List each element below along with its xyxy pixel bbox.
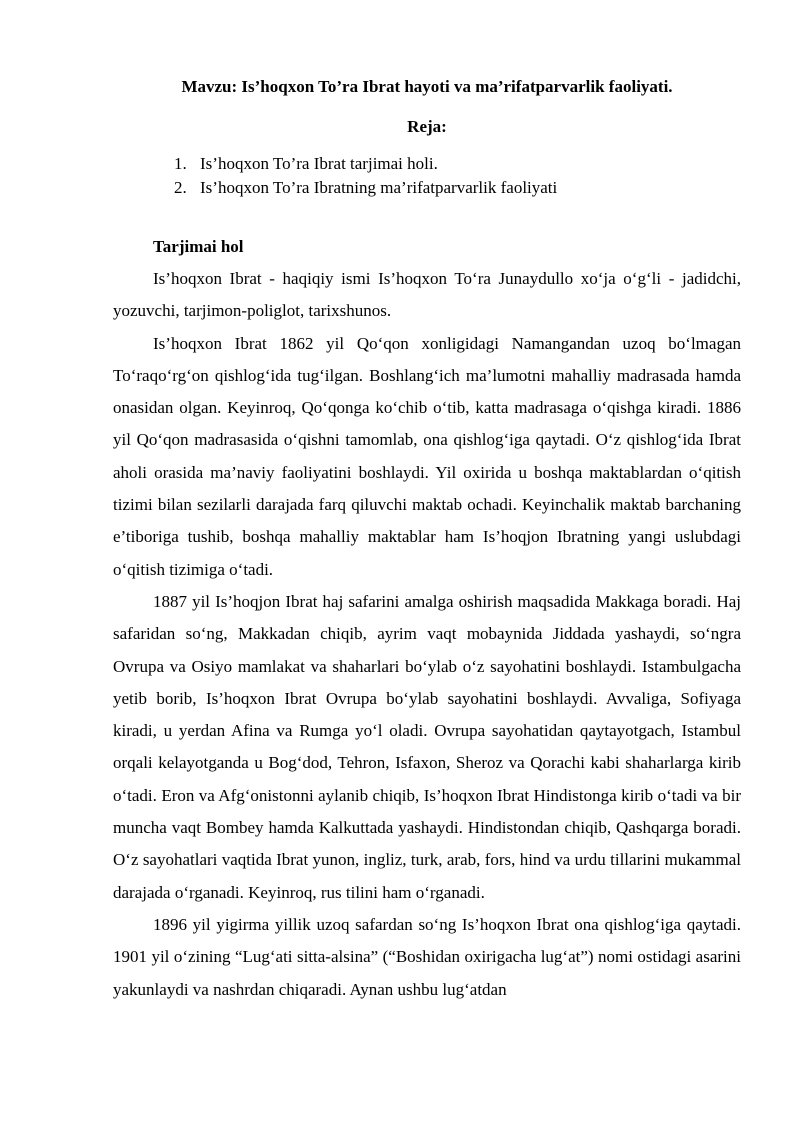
plan-heading: Reja: bbox=[407, 117, 447, 136]
document-title: Mavzu: Is’hoqxon To’ra Ibrat hayoti va ma’rifatparvarlik faoliyati. bbox=[181, 77, 673, 96]
plan-item-text: Is’hoqxon To’ra Ibrat tarjimai holi. bbox=[200, 154, 438, 173]
section-heading: Tarjimai hol bbox=[153, 237, 244, 256]
plan-item-number: 1. bbox=[174, 154, 187, 173]
plan-item-text: Is’hoqxon To’ra Ibratning ma’rifatparvarlik faoliyati bbox=[200, 178, 558, 197]
plan-item-number: 2. bbox=[174, 178, 187, 197]
paragraph: 1896 yil yigirma yillik uzoq safardan so‘ng Is’hoqxon Ibrat ona qishlog‘iga qaytadi. 1901 yil o‘zining “Lug‘ati sitta-alsina” (“Boshidan oxirigacha lug‘at”) nomi ostidagi asarini yakunlaydi va nashrdan chiqaradi. Aynan ushbu lug‘atdan bbox=[113, 914, 741, 999]
paragraph: Is’hoqxon Ibrat - haqiqiy ismi Is’hoqxon To‘ra Junaydullo xo‘ja o‘g‘li - jadidchi, yozuvchi, tarjimon-poliglot, tarixshunos. bbox=[113, 269, 741, 321]
paragraph: Is’hoqxon Ibrat 1862 yil Qo‘qon xonligidagi Namangandan uzoq bo‘lmagan To‘raqo‘rg‘on qishlog‘ida tug‘ilgan. Boshlang‘ich ma’lumotni mahalliy madrasada hamda onasidan olgan. Keyinroq, Qo‘qonga ko‘chib o‘tib, katta madrasaga o‘qishga kiradi. 1886 yil Qo‘qon madrasasida o‘qishni tamomlab, ona qishlog‘iga qaytadi. O‘z qishlog‘ida Ibrat aholi orasida ma’naviy faoliyatini boshlaydi. Yil oxirida u boshqa maktablardan o‘qitish tizimi bilan sezilarli darajada farq qiluvchi maktab ochadi. Keyinchalik maktab barchaning e’tiboriga tushib, boshqa mahalliy maktablar ham Is’hoqjon Ibratning yangi uslubdagi o‘qitish tizimiga o‘tadi. bbox=[113, 333, 741, 579]
plan-item bbox=[174, 176, 557, 200]
paragraph: 1887 yil Is’hoqjon Ibrat haj safarini amalga oshirish maqsadida Makkaga boradi. Haj safaridan so‘ng, Makkadan chiqib, ayrim vaqt mobaynida Jiddada yashaydi, so‘ngra Ovrupa va Osiyo mamlakat va shaharlari bo‘ylab o‘z sayohatini boshlaydi. Istambulgacha yetib borib, Is’hoqxon Ibrat Ovrupa bo‘ylab sayohatini boshlaydi. Avvaliga, Sofiyaga kiradi, u yerdan Afina va Rumga yo‘l oladi. Ovrupa sayohatidan qaytayotgach, Istambul orqali kelayotganda u Bog‘dod, Tehron, Isfaxon, Sheroz va Qorachi kabi shaharlarga kirib o‘tadi. Eron va Afg‘onistonni aylanib chiqib, Is’hoqxon Ibrat Hindistonga kirib o‘tadi va bir muncha vaqt Bombey hamda Kalkuttada yashaydi. Hindistondan chiqib, Qashqarga boradi. O‘z sayohatlari vaqtida Ibrat yunon, ingliz, turk, arab, fors, hind va urdu tillarini mukammal darajada o‘rganadi. Keyinroq, rus tilini ham o‘rganadi. bbox=[113, 591, 741, 902]
plan-item bbox=[174, 152, 557, 176]
plan-list bbox=[174, 152, 557, 200]
body-text bbox=[113, 263, 741, 1006]
